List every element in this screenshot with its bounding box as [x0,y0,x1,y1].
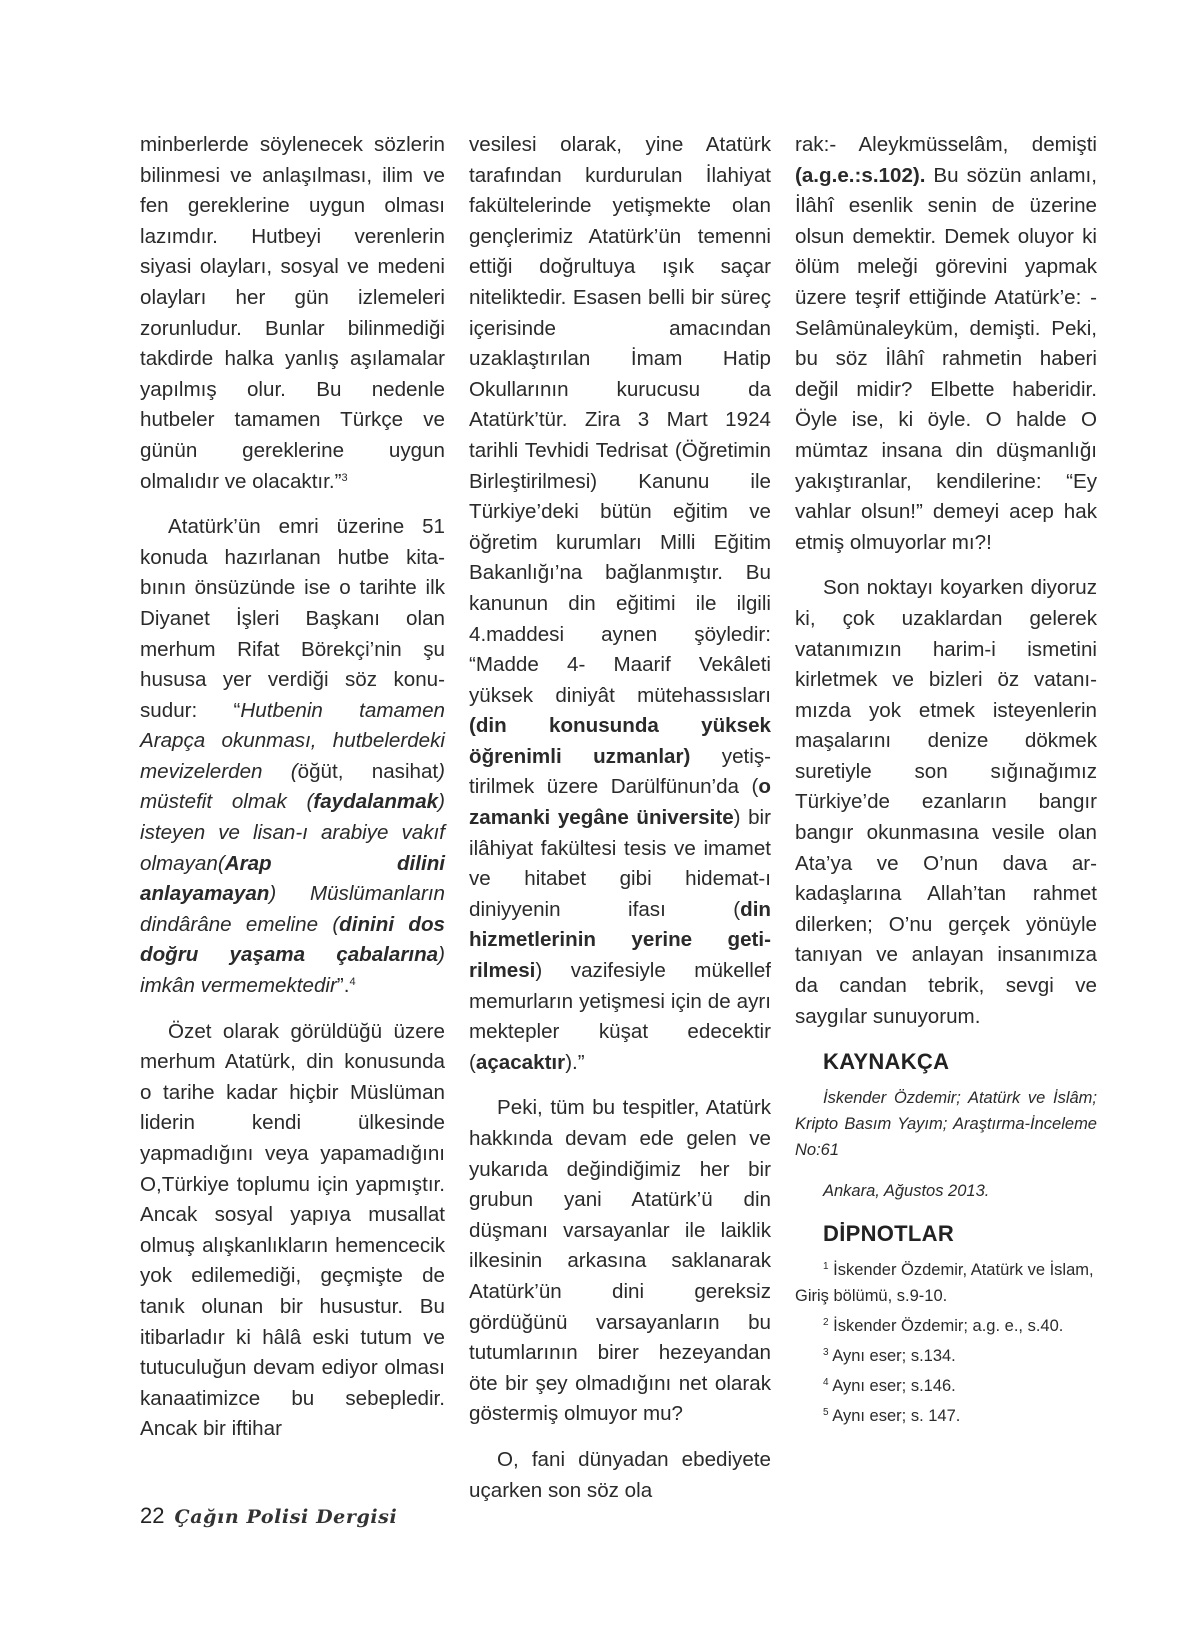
footnote-list [795,1257,1097,1429]
paragraph: minberlerde söylenecek sözlerin bilinmesi ve anlaşılması, ilim ve fen gereklerine uygun olması lazımdır. Hutbeyi verenlerin siyasi olayları, sosyal ve medeni olayları her gün izlemeleri zorunludur. Bunlar bilinmediği takdirde halka yanlış aşılamalar yapılmış olur. Bu nedenle hutbeler tamamen Türkçe ve günün gereklerine uygun olmalıdır ve olacaktır.”$^3$ [140,133,445,493]
column-3 [795,130,1097,1433]
paragraph: Özet olarak görüldüğü üzere merhum Atatürk, din konusunda o tarihe kadar hiçbir Müslüman liderin kendi ülkesinde yapmadığını veya yapamadığını O,Türkiye toplumu için yapmıştır. Ancak sosyal yapıya musallat olmuş alışkanlıkların hemencecik yok edilemediği, geçmişte de tanık olunan bir husustur. Bu itibarladır ki hâlâ eski tutum ve tutuculuğun devam ediyor olması kanaatimizce bu sebepledir. Ancak bir iftihar [140,1019,445,1441]
paragraph: vesilesi olarak, yine Atatürk tarafından kurdurulan İlahiyat fakültelerinde yetişmekte olan gençlerimiz Atatürk’ün temenni ettiği doğrultuya ışık saçar niteliktedir. Esasen belli bir süreç içerisinde amacından uzaklaştırılan İmam Hatip Okullarının kurucusu da Atatürk’tür. Zira 3 Mart 1924 tarihli Tevhidi Tedrisat (Öğretimin Birleştirilmesi) Kanunu ile Türkiye’deki bütün eğitim ve öğretim kurumları Milli Eğitim Bakanlığı’na bağlanmıştır. Bu kanunun din eğitimi ile ilgili 4.maddesi aynen şöyledir: “Madde 4- Maarif Vekâleti yüksek diniyât mütehassısları (din konusunda yüksek öğrenimli uzmanlar) yetiştirilmek üzere Darülfünun’da (o zamanki yegâne üniversite) bir ilâhiyat fakültesi tesis ve imamet ve hitabet gibi hidemat-ı diniyyenin ifası (din hizmetlerinin yerine getirilmesi) vazifesiyle mükellef memurların yetişmesi için de ayrı mektepler küşat edecektir (açacaktır).” [469,133,771,1074]
footnote-item: $^5$ Aynı eser; s. 147. [823,1407,961,1426]
bold-phrase: din hizmetlerinin yerine getirilmesi [469,897,771,983]
source-entry: İskender Özdemir; Atatürk ve İslâm; Kripto Basım Yayım; Araştırma-İnceleme No:61 [795,1089,1097,1160]
page-number: 22 [140,1503,165,1528]
bold-citation: (a.g.e.:s.102). [795,163,926,187]
source-entry: Ankara, Ağustos 2013. [823,1182,990,1201]
column-2 [469,130,771,1521]
paragraph: Atatürk’ün emri üzerine 51 konuda hazırlanan hutbe kitabının önsüzünde ise o tarihte ilk Diyanet İşleri Başkanı olan merhum Rifat Börekçi’nin şu hususa yer verdiği söz konusudur: “Hutbenin tamamen Arapça okunması, hutbelerdeki mevizelerden (öğüt, nasihat) müstefit olmak (faydalanmak) isteyen ve lisan-ı arabiye vakıf olmayan(Arap dilini anlayamayan) Müslümanların dindârâne emeline (dinini dos doğru yaşama çabalarına) imkân vermemektedir”.$^4$ [140,515,446,998]
paragraph: Son noktayı koyarken diyoruz ki, çok uzaklardan gelerek vatanımızın harim-i ismetini kirletmek ve bizleri öz vatanımızda yok etmek isteyenlerin maşalarını denize dökmek suretiyle son sığınağımız Türkiye’de ezanların bangır bangır okunmasına vesile olan Ata’ya ve O’nun dava arkadaşlarına Allah’tan rahmet dilerken; O’nu gerçek yönüyle tanıyan ve anlayan insanımıza da candan tebrik, sevgi ve saygılar sunuyorum. [795,576,1097,1028]
kaynakca-heading: KAYNAKÇA [823,1049,950,1075]
dipnotlar-heading: DİPNOTLAR [823,1221,955,1247]
footnote-item: $^4$ Aynı eser; s.146. [823,1377,956,1396]
footnote-item: $^3$ Aynı eser; s.134. [823,1347,956,1366]
bold-phrase: açacaktır [475,1050,566,1074]
footnote-ref: 4 [349,976,356,989]
column-1 [140,130,445,1460]
paragraph: Peki, tüm bu tespitler, Atatürk hakkında devam ede gelen ve yukarıda değindiğimiz her bir grubun yani Atatürk’ü din düşmanı varsayanlar ile laiklik ilkesinin arkasına saklanarak Atatürk’ün dini gereksiz gördüğünü varsayanların bu tutumlarının birer hezeyandan öte bir şey olmadığını net olarak göstermiş olmuyor mu? [469,1096,771,1426]
paragraph: rak:- Aleykmüsselâm, demişti (a.g.e.:s.102). Bu sözün anlamı, İlâhî esenlik senin de üzerine olsun demektir. Demek oluyor ki ölüm meleği görevini yapmak üzere teşrif ettiğinde Atatürk’e: -Selâmünaleyküm, demişti. Peki, bu söz İlâhî rahmetin haberi değil midir? Elbette haberidir. Öyle ise, ki öyle. O halde O mümtaz insana din düşmanlığı yakıştıranlar, kendilerine: “Ey vahlar olsun!” demeyi acep hak etmiş olmuyorlar mı?! [795,133,1097,554]
bold-phrase: (din konusunda yüksek öğrenimli uzmanlar) [469,714,771,768]
footnote-item: $^2$ İskender Özdemir; a.g. e., s.40. [823,1317,1064,1336]
bold-phrase: o zamanki yegâne üniversite [469,775,771,830]
magazine-title: Çağın Polisi Dergisi [174,1506,398,1528]
quote-italic: Hutbenin tamamen Arapça okunması, hutbelerdeki mevizelerden ( [140,698,445,783]
footnote-item: $^1$ İskender Özdemir, Atatürk ve İslam, Giriş bölümü, s.9-10. [795,1261,1094,1306]
quote-bold-italic: faydalanmak [313,790,439,814]
footnote-ref: 3 [341,471,348,484]
paragraph: O, fani dünyadan ebediyete uçarken son söz ola [469,1447,771,1502]
page-footer [140,1503,397,1529]
